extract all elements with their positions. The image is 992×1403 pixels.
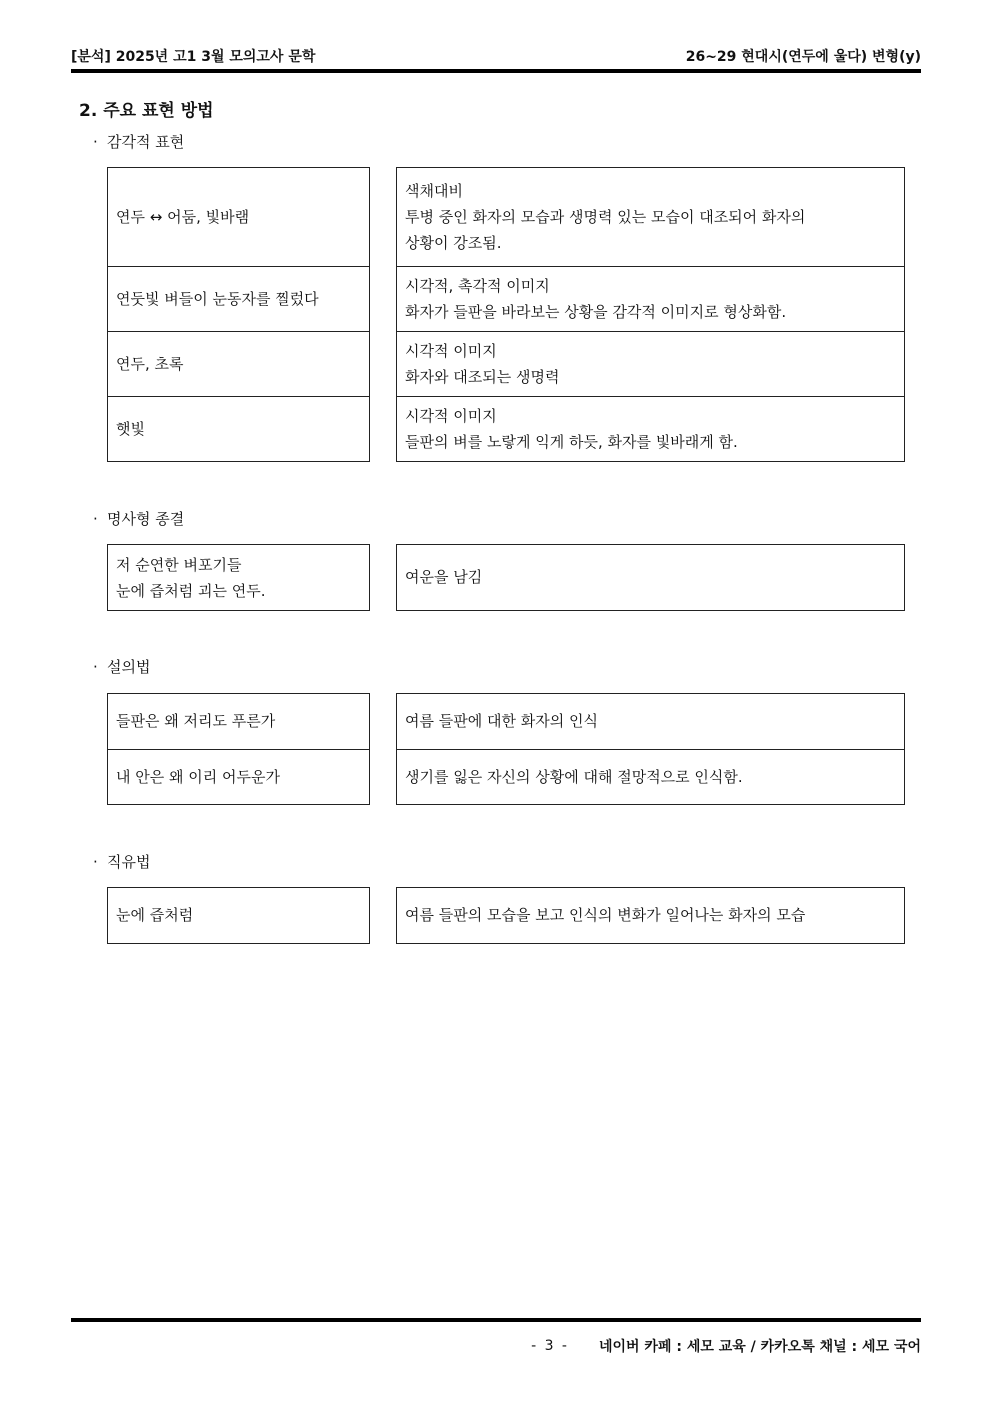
header-right-title: 26~29 현대시(연두에 울다) 변형(y) xyxy=(685,49,921,65)
explanation-cell: 시각적 이미지 화자와 대조되는 생명력 xyxy=(396,331,905,397)
explanation-cell: 시각적, 촉각적 이미지 화자가 들판을 바라보는 상황을 감각적 이미지로 형상화함. xyxy=(396,266,905,332)
explanation-cell: 여름 들판의 모습을 보고 인식의 변화가 일어나는 화자의 모습 xyxy=(396,887,905,944)
subheading-rhetorical-question: · 설의법 xyxy=(93,658,151,676)
section-title: 2. 주요 표현 방법 xyxy=(79,101,214,121)
header-divider xyxy=(71,69,921,73)
bullet-dot: · xyxy=(93,658,98,676)
expression-cell: 눈에 즙처럼 xyxy=(107,887,370,944)
explanation-cell: 생기를 잃은 자신의 상황에 대해 절망적으로 인식함. xyxy=(396,749,905,805)
subheading-noun-ending: · 명사형 종결 xyxy=(93,510,185,528)
expression-cell: 연두 ↔ 어둠, 빛바램 xyxy=(107,167,370,267)
bullet-dot: · xyxy=(93,853,98,871)
subheading-sensory: · 감각적 표현 xyxy=(93,133,185,151)
explanation-cell: 여름 들판에 대한 화자의 인식 xyxy=(396,693,905,750)
page-number: - 3 - xyxy=(531,1338,569,1354)
footer-channel-info: 네이버 카페 : 세모 교육 / 카카오톡 채널 : 세모 국어 xyxy=(598,1339,921,1355)
page-header xyxy=(71,42,921,66)
footer-divider xyxy=(71,1318,921,1322)
expression-cell: 햇빛 xyxy=(107,396,370,462)
expression-cell: 내 안은 왜 이리 어두운가 xyxy=(107,749,370,805)
expression-cell: 연두, 초록 xyxy=(107,331,370,397)
page-footer xyxy=(531,1336,921,1356)
bullet-dot: · xyxy=(93,133,98,151)
explanation-cell: 시각적 이미지 들판의 벼를 노랗게 익게 하듯, 화자를 빛바래게 함. xyxy=(396,396,905,462)
explanation-cell: 여운을 남김 xyxy=(396,544,905,611)
header-left-title: [분석] 2025년 고1 3월 모의고사 문학 xyxy=(71,49,316,65)
subheading-simile: · 직유법 xyxy=(93,853,151,871)
expression-cell: 들판은 왜 저리도 푸른가 xyxy=(107,693,370,750)
expression-cell: 연둣빛 벼들이 눈동자를 찔렀다 xyxy=(107,266,370,332)
expression-cell: 저 순연한 벼포기들 눈에 즙처럼 괴는 연두. xyxy=(107,544,370,611)
bullet-dot: · xyxy=(93,510,98,528)
explanation-cell: 색채대비 투병 중인 화자의 모습과 생명력 있는 모습이 대조되어 화자의 상황이 강조됨. xyxy=(396,167,905,267)
